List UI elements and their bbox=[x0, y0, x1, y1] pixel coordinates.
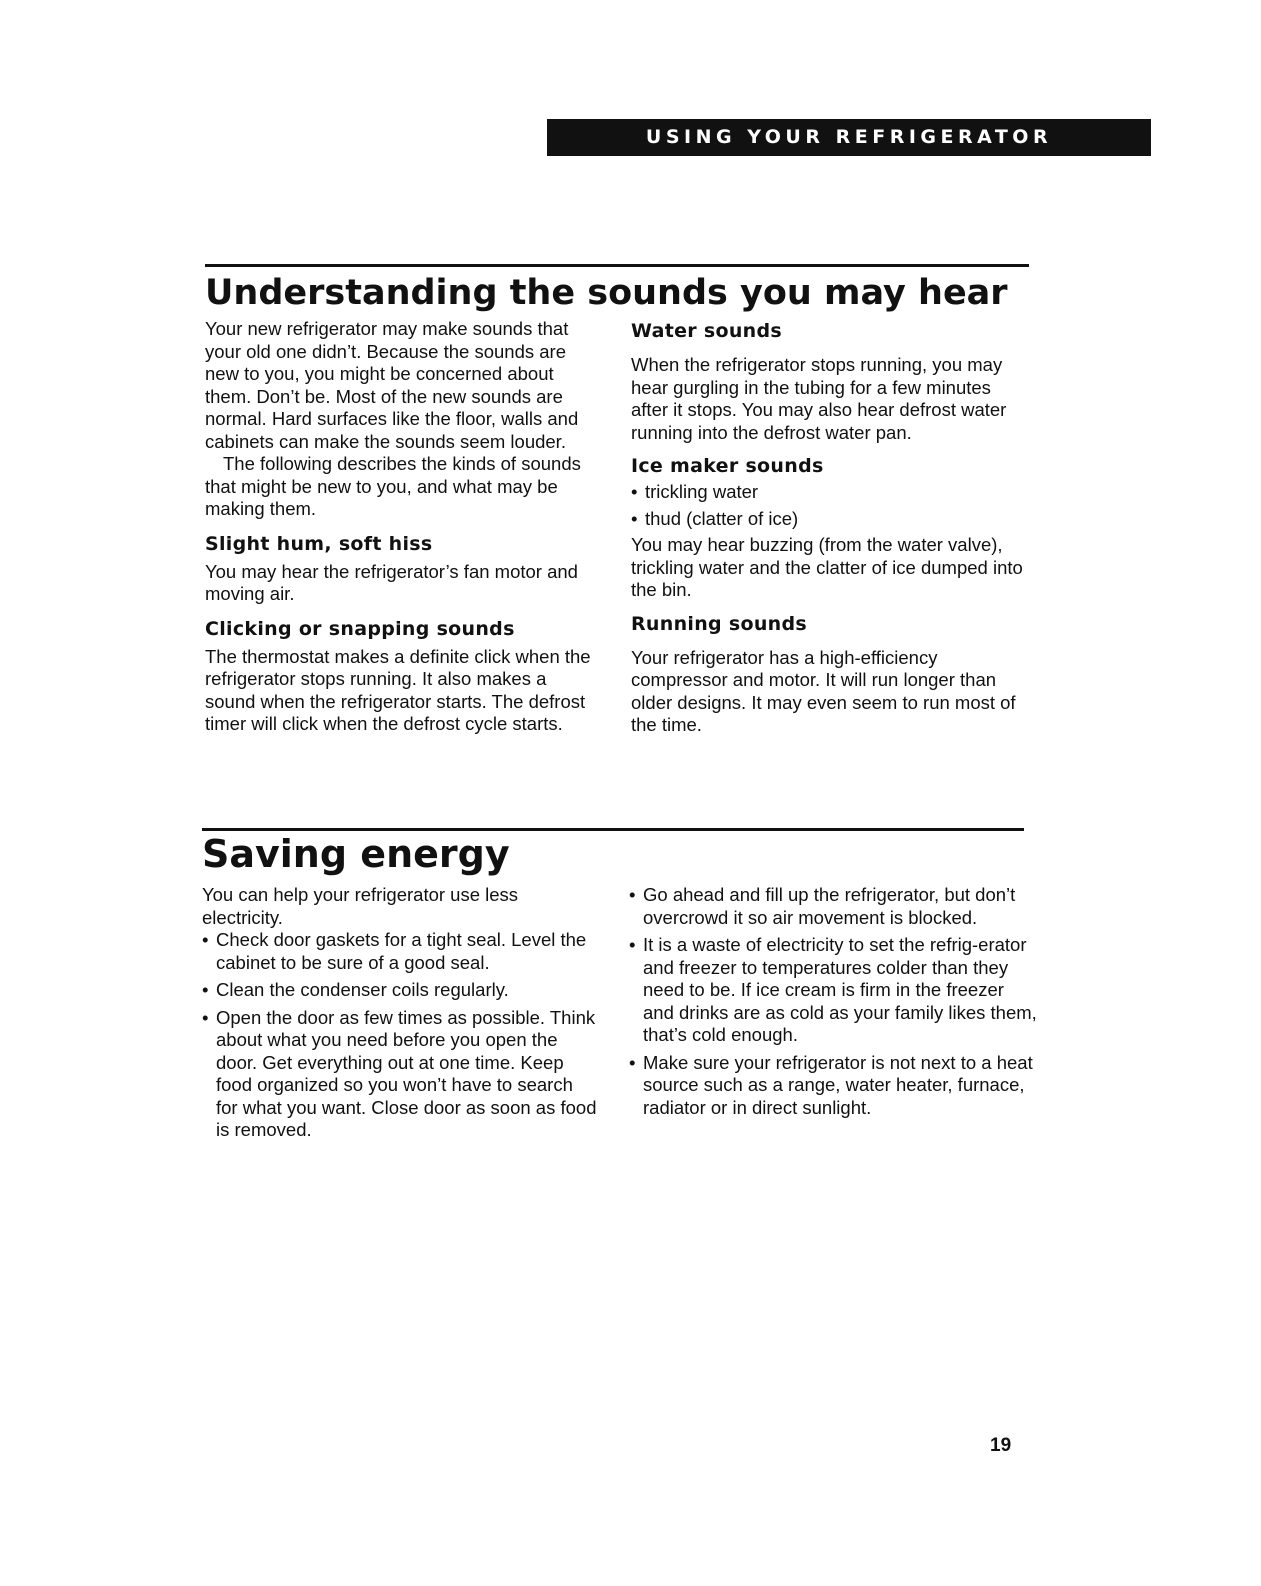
list-item: • trickling water bbox=[631, 481, 1031, 504]
energy-right-column bbox=[629, 884, 1039, 1119]
running-text: Your refrigerator has a high-efficiency compressor and motor. It will run longer than older designs. It may even seem to run most of the time. bbox=[631, 646, 1016, 735]
sounds-intro-followup: The following describes the kinds of sounds that might be new to you, and what may be making them. bbox=[205, 453, 581, 519]
list-item: • Clean the condenser coils regularly. bbox=[202, 979, 597, 1002]
hum-text: You may hear the refrigerator’s fan motor and moving air. bbox=[205, 560, 578, 604]
section-banner: USING YOUR REFRIGERATOR bbox=[547, 119, 1151, 156]
list-item: • Go ahead and fill up the refrigerator, but don’t overcrowd it so air movement is blocked. bbox=[629, 884, 1039, 929]
hum-heading: Slight hum, soft hiss bbox=[205, 532, 433, 555]
energy-left-bullets bbox=[202, 929, 597, 1142]
ice-bullet-list bbox=[631, 481, 1031, 530]
sounds-section-title: Understanding the sounds you may hear bbox=[205, 273, 1008, 313]
list-item: • thud (clatter of ice) bbox=[631, 508, 1031, 531]
section-rule-sounds bbox=[205, 264, 1029, 267]
running-heading: Running sounds bbox=[631, 612, 807, 635]
water-heading: Water sounds bbox=[631, 320, 782, 342]
ice-heading: Ice maker sounds bbox=[631, 455, 824, 477]
energy-section-title: Saving energy bbox=[202, 832, 510, 876]
sounds-left-column bbox=[205, 318, 601, 736]
list-item: • It is a waste of electricity to set the refrig-erator and freezer to temperatures colder than they need to be. If ice cream is firm in the freezer and drinks are as cold as your family likes them, that’s cold enough. bbox=[629, 934, 1039, 1047]
clicking-text: The thermostat makes a definite click when the refrigerator stops running. It also makes a sound when the refrigerator starts. The defrost timer will click when the defrost cycle starts. bbox=[205, 645, 591, 734]
water-text: When the refrigerator stops running, you may hear gurgling in the tubing for a few minutes after it stops. You may also hear defrost water running into the defrost water pan. bbox=[631, 354, 1007, 443]
energy-right-bullets bbox=[629, 884, 1039, 1119]
sounds-intro-paragraph: Your new refrigerator may make sounds that your old one didn’t. Because the sounds are new to you, you might be concerned about them. Don’t be. Most of the new sounds are normal. Hard surfaces like the floor, walls and cabinets can make the sounds seem louder. bbox=[205, 318, 579, 452]
energy-left-column bbox=[202, 884, 597, 1142]
ice-text: You may hear buzzing (from the water valve), trickling water and the clatter of ice dumped into the bin. bbox=[631, 534, 1023, 600]
list-item: • Open the door as few times as possible. Think about what you need before you open the door. Get everything out at one time. Keep food organized so you won’t have to search for what you want. Close door as soon as food is removed. bbox=[202, 1007, 597, 1142]
list-item: • Check door gaskets for a tight seal. Level the cabinet to be sure of a good seal. bbox=[202, 929, 597, 974]
clicking-heading: Clicking or snapping sounds bbox=[205, 617, 515, 640]
sounds-right-column bbox=[631, 318, 1031, 737]
energy-intro: You can help your refrigerator use less electricity. bbox=[202, 884, 519, 928]
page-number: 19 bbox=[990, 1435, 1012, 1456]
list-item: • Make sure your refrigerator is not next to a heat source such as a range, water heater, furnace, radiator or in direct sunlight. bbox=[629, 1052, 1039, 1120]
